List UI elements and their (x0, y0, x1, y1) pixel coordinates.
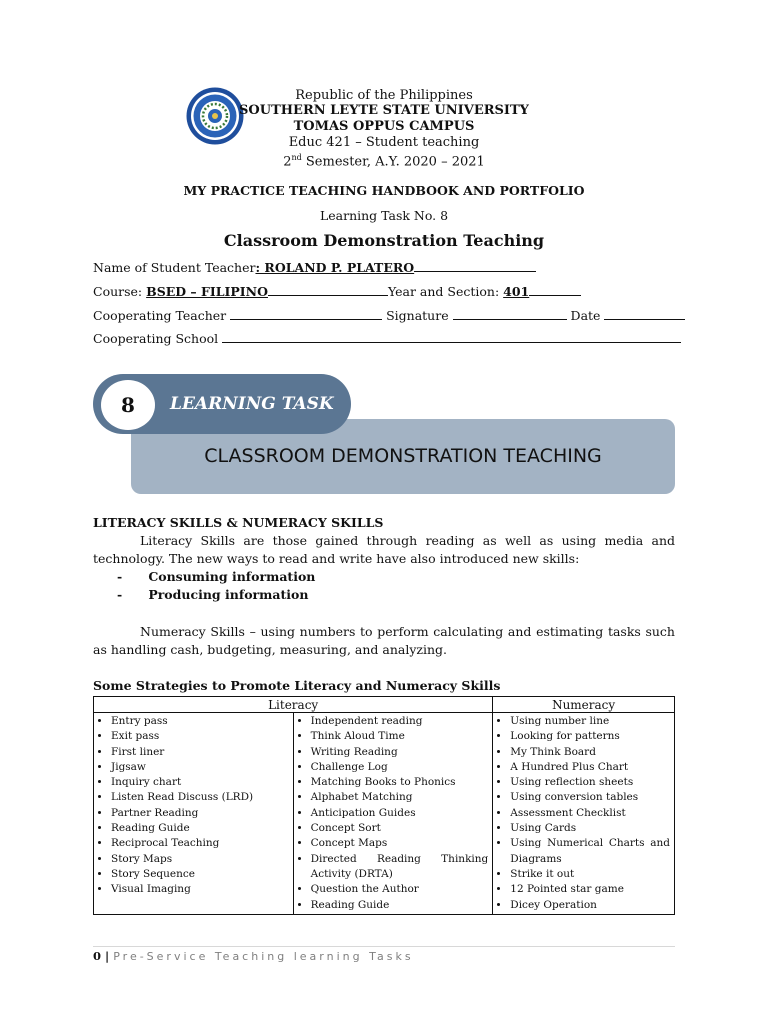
dash-item-2: - Producing information (117, 587, 309, 602)
strategy-item: • First liner (111, 745, 289, 760)
semester-ordinal: nd (291, 153, 302, 162)
table-body-row (94, 713, 675, 915)
numeracy-paragraph: Numeracy Skills – using numbers to perform calculating and estimating tasks such as handling cash, budgeting, measuring, and analyzing. (93, 624, 675, 657)
cooperating-school-label: Cooperating School (93, 331, 223, 346)
strategy-item: • Question the Author (311, 882, 489, 897)
cooperating-school-line (222, 331, 681, 343)
year-underline (529, 284, 581, 296)
task-heading: Classroom Demonstration Teaching (223, 231, 545, 250)
strategy-item: • Looking for patterns (510, 729, 670, 744)
strategy-item: • A Hundred Plus Chart (510, 760, 670, 775)
course-field (93, 284, 581, 299)
signature-label: Signature (382, 308, 453, 323)
strategy-item: • Story Sequence (111, 867, 289, 882)
strategy-item: • Strike it out (510, 867, 670, 882)
year-section-label: Year and Section: (387, 284, 504, 299)
strategies-table (93, 696, 675, 915)
dash-item-1-text: Consuming information (148, 569, 316, 584)
banner-title: CLASSROOM DEMONSTRATION TEACHING (204, 445, 602, 467)
strategy-item: • Dicey Operation (510, 898, 670, 913)
strategy-item: • Using Cards (510, 821, 670, 836)
numeracy-column-header: Numeracy (493, 697, 675, 713)
literacy-column-header: Literacy (94, 697, 493, 713)
strategy-item: • Reading Guide (111, 821, 289, 836)
strategy-item: • Jigsaw (111, 760, 289, 775)
university-name: SOUTHERN LEYTE STATE UNIVERSITY (239, 103, 529, 118)
footer-separator: | (101, 949, 114, 963)
student-name-value: : ROLAND P. PLATERO (255, 260, 415, 275)
strategy-item: • Using conversion tables (510, 790, 670, 805)
strategy-item: • Concept Maps (311, 836, 489, 851)
semester-line (0, 150, 768, 170)
country-line: Republic of the Philippines (295, 88, 473, 103)
task-number-badge: 8 (101, 380, 155, 430)
cooperating-teacher-label: Cooperating Teacher (93, 308, 231, 323)
strategy-item: • Writing Reading (311, 745, 489, 760)
strategy-item: • Using reflection sheets (510, 775, 670, 790)
literacy-column-2 (293, 713, 493, 915)
student-name-label: Name of Student Teacher (93, 260, 256, 275)
date-line (604, 308, 685, 320)
strategies-heading: Some Strategies to Promote Literacy and Numeracy Skills (93, 678, 501, 693)
strategy-item: • Think Aloud Time (311, 729, 489, 744)
strategy-item: • Matching Books to Phonics (311, 775, 489, 790)
strategy-item: • Exit pass (111, 729, 289, 744)
strategy-item: • Reading Guide (311, 898, 489, 913)
strategy-item: • My Think Board (510, 745, 670, 760)
page-number: 0 (93, 949, 102, 963)
strategy-item: • Partner Reading (111, 806, 289, 821)
strategy-item: • Reciprocal Teaching (111, 836, 289, 851)
literacy-list-2 (297, 714, 489, 913)
strategy-item: • Visual Imaging (111, 882, 289, 897)
course-value: BSED – FILIPINO (146, 284, 268, 299)
strategy-item: • Concept Sort (311, 821, 489, 836)
strategy-item: • Using number line (510, 714, 670, 729)
strategy-item: • Directed Reading Thinking Activity (DRTA) (311, 852, 489, 883)
course-label: Course: (93, 284, 147, 299)
semester-number: 2 (283, 154, 292, 170)
strategy-item: • Assessment Checklist (510, 806, 670, 821)
numeracy-column (493, 713, 675, 915)
course-underline (268, 284, 388, 296)
strategy-item: • Entry pass (111, 714, 289, 729)
dash-item-1: - Consuming information (117, 569, 316, 584)
page-footer (93, 949, 414, 963)
semester-text: Semester, A.Y. 2020 – 2021 (301, 154, 485, 170)
literacy-column-1 (94, 713, 294, 915)
strategy-item: • Inquiry chart (111, 775, 289, 790)
task-number: Learning Task No. 8 (319, 208, 449, 223)
footer-text: Pre-Service Teaching learning Tasks (113, 950, 414, 963)
strategy-item: • Alphabet Matching (311, 790, 489, 805)
signature-line (453, 308, 567, 320)
campus-name: TOMAS OPPUS CAMPUS (293, 119, 475, 134)
strategy-item: • Independent reading (311, 714, 489, 729)
dash-item-2-text: Producing information (148, 587, 309, 602)
strategy-item: • Story Maps (111, 852, 289, 867)
learning-task-label: LEARNING TASK (170, 394, 334, 414)
strategy-item: • Challenge Log (311, 760, 489, 775)
handbook-title: MY PRACTICE TEACHING HANDBOOK AND PORTFOLIO (183, 183, 585, 198)
strategy-item: • Listen Read Discuss (LRD) (111, 790, 289, 805)
name-underline (414, 260, 536, 272)
strategy-item: • Anticipation Guides (311, 806, 489, 821)
section-heading: LITERACY SKILLS & NUMERACY SKILLS (93, 515, 384, 530)
literacy-list-1 (97, 714, 289, 898)
year-section-value: 401 (503, 284, 530, 299)
date-label: Date (566, 308, 605, 323)
strategy-item: • 12 Pointed star game (510, 882, 670, 897)
footer-divider (93, 946, 675, 947)
strategy-item: • Using Numerical Charts and Diagrams (510, 836, 670, 867)
course-code: Educ 421 – Student teaching (288, 135, 480, 150)
numeracy-list (496, 714, 670, 913)
cooperating-teacher-line (230, 308, 382, 320)
cooperating-school-field (93, 331, 681, 346)
student-name-field (93, 260, 536, 275)
table-header-row (94, 697, 675, 713)
cooperating-teacher-field (93, 308, 685, 323)
literacy-paragraph: Literacy Skills are those gained through reading as well as using media and technology. The new ways to read and write have also introduced new skills: (93, 533, 675, 566)
